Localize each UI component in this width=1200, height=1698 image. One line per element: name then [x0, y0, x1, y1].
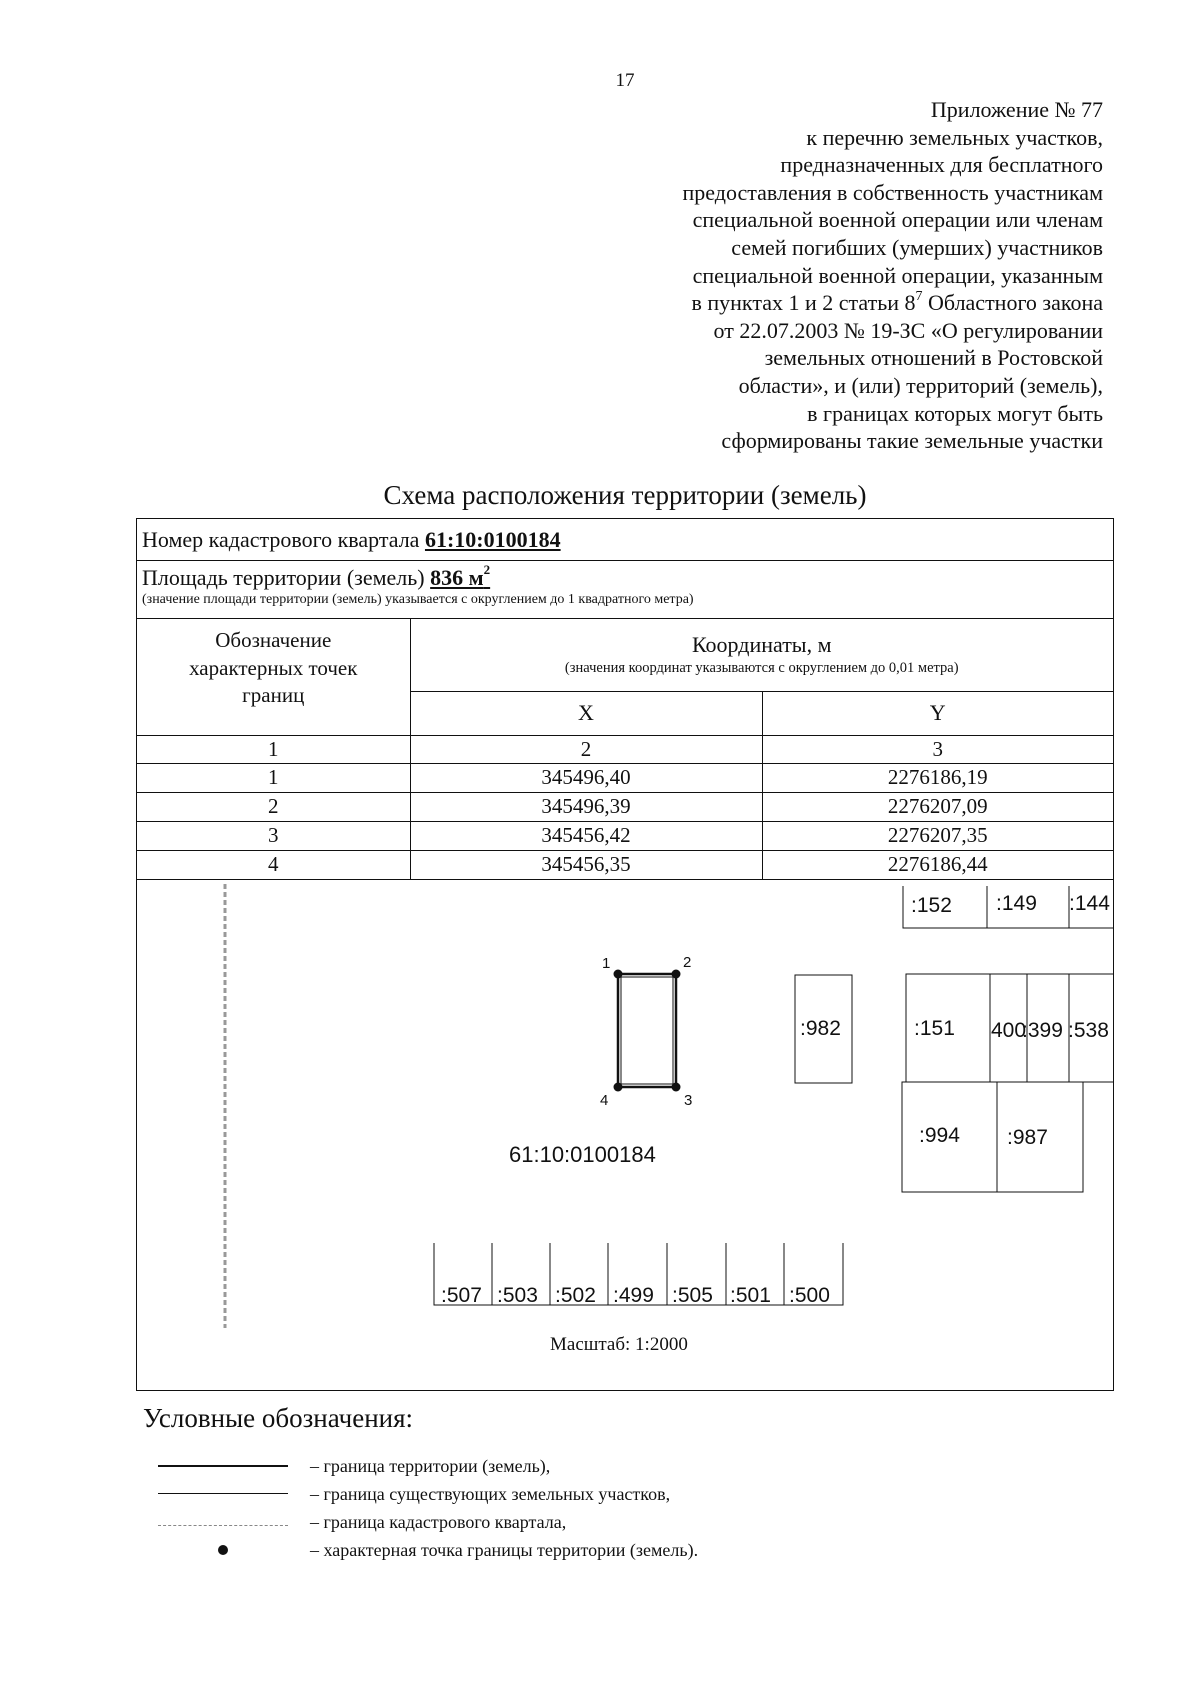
page-number: 17	[615, 70, 635, 91]
scheme-title: Схема расположения территории (земель)	[383, 480, 867, 510]
area-value-text: 836 м	[430, 565, 484, 590]
points-header-line: Обозначение	[215, 628, 332, 652]
column-number: 2	[410, 735, 762, 763]
parcel-label-994: :994	[919, 1124, 960, 1147]
territory-inner-line	[621, 977, 673, 1084]
appendix-line: в границах которых могут быть	[807, 400, 1103, 426]
parcel-label-501: :501	[730, 1284, 771, 1307]
appendix-line: специальной военной операции или членам	[692, 207, 1103, 233]
points-header	[137, 619, 410, 735]
points-header-line: характерных точек	[189, 655, 358, 680]
legend-text: – граница территории (земель),	[310, 1456, 551, 1476]
boundary-point-2	[672, 970, 681, 979]
x-header: X	[410, 691, 762, 735]
parcel-label-538: :538	[1068, 1019, 1109, 1042]
table-row	[137, 792, 1113, 821]
boundary-point-4	[614, 1083, 623, 1092]
solid-line-icon	[158, 1465, 288, 1467]
quarter-value: 61:10:0100184	[424, 527, 561, 552]
appendix-line: специальной военной операции, указанным	[692, 262, 1103, 288]
table-row	[137, 850, 1113, 879]
dot-icon	[218, 1545, 228, 1555]
y-cell: 2276186,19	[762, 763, 1113, 792]
territory-boundary	[618, 974, 676, 1087]
appendix-line-article	[543, 289, 1103, 317]
appendix-line: Приложение № 77	[930, 97, 1103, 122]
appendix-line: от 22.07.2003 № 19-ЗС «О регулировании	[713, 317, 1103, 343]
parcel-label-399: :399	[1022, 1019, 1063, 1042]
table-row	[137, 821, 1113, 850]
parcel-label-152: :152	[911, 894, 952, 917]
point-label-2: 2	[683, 954, 692, 971]
legend-text: – граница существующих земельных участков,	[310, 1484, 671, 1504]
appendix-line: к перечню земельных участков,	[806, 124, 1103, 150]
parcel-label-987: :987	[1007, 1126, 1048, 1149]
appendix-article-text: в пунктах 1 и 2 статьи 8	[691, 290, 916, 316]
scheme-map	[137, 876, 1113, 1390]
column-number-row	[137, 735, 1113, 763]
area-value	[430, 561, 491, 590]
point-cell: 2	[137, 792, 410, 821]
x-cell: 345496,39	[410, 792, 762, 821]
parcel-label-500: :500	[789, 1284, 830, 1307]
point-label-3: 3	[684, 1092, 693, 1109]
parcel-label-151: :151	[914, 1017, 955, 1040]
quarter-map-label: 61:10:0100184	[509, 1142, 656, 1167]
point-cell: 4	[137, 850, 410, 879]
coords-header	[410, 619, 1113, 691]
y-cell: 2276207,35	[762, 821, 1113, 850]
parcel-label-507: :507	[441, 1284, 482, 1307]
parcel-label-149: :149	[996, 892, 1037, 915]
coords-header-note: (значения координат указываются с округлением до 0,01 метра)	[564, 659, 959, 676]
dashed-line-icon	[158, 1525, 288, 1526]
parcel-label-982: :982	[800, 1017, 841, 1040]
x-cell: 345496,40	[410, 763, 762, 792]
map-drawing	[137, 876, 1113, 1390]
appendix-line: области», и (или) территорий (земель),	[738, 372, 1103, 398]
appendix-block	[543, 96, 1103, 455]
table-row	[137, 763, 1113, 792]
area-label: Площадь территории (земель)	[142, 565, 425, 590]
coords-header-title: Координаты, м	[691, 631, 832, 657]
appendix-line: семей погибших (умерших) участников	[731, 234, 1103, 260]
area-line	[142, 561, 1113, 591]
boundary-point-3	[672, 1083, 681, 1092]
column-number: 3	[762, 735, 1113, 763]
scale-label: Масштаб: 1:2000	[550, 1334, 688, 1355]
point-cell: 3	[137, 821, 410, 850]
boundary-point-1	[614, 970, 623, 979]
column-number: 1	[137, 735, 410, 763]
x-cell: 345456,42	[410, 821, 762, 850]
appendix-line: земельных отношений в Ростовской	[764, 345, 1103, 371]
x-cell: 345456,35	[410, 850, 762, 879]
parcel-label-505: :505	[672, 1284, 713, 1307]
parcel-label-502: :502	[555, 1284, 596, 1307]
point-cell: 1	[137, 763, 410, 792]
area-note: (значение площади территории (земель) указывается с округлением до 1 квадратного метра)	[142, 592, 694, 607]
point-label-4: 4	[600, 1092, 609, 1109]
legend-title: Условные обозначения:	[143, 1403, 414, 1433]
point-label-1: 1	[602, 955, 611, 972]
parcel-label-503: :503	[497, 1284, 538, 1307]
legend-text: – граница кадастрового квартала,	[310, 1512, 567, 1532]
parcel-label-400: 400	[991, 1019, 1027, 1042]
y-header: Y	[762, 691, 1113, 735]
appendix-article-text-end: Областного закона	[922, 290, 1103, 316]
parcel-label-144: :144	[1069, 892, 1110, 915]
quarter-row	[137, 519, 1113, 561]
parcel-label-499: :499	[613, 1284, 654, 1307]
y-cell: 2276207,09	[762, 792, 1113, 821]
area-row	[137, 561, 1113, 619]
legend-text: – характерная точка границы территории (земель).	[310, 1540, 699, 1560]
y-cell: 2276186,44	[762, 850, 1113, 879]
appendix-line: сформированы такие земельные участки	[721, 428, 1103, 454]
quarter-label: Номер кадастрового квартала	[142, 527, 420, 552]
points-header-line: границ	[242, 683, 305, 707]
appendix-line: предназначенных для бесплатного	[780, 152, 1103, 178]
appendix-article-sup: 7	[915, 288, 923, 304]
area-unit-sup: 2	[483, 561, 491, 577]
appendix-line: предоставления в собственность участникам	[682, 179, 1103, 205]
coordinates-table	[137, 619, 1113, 880]
thin-line-icon	[158, 1493, 288, 1494]
scheme-frame	[136, 518, 1114, 1391]
